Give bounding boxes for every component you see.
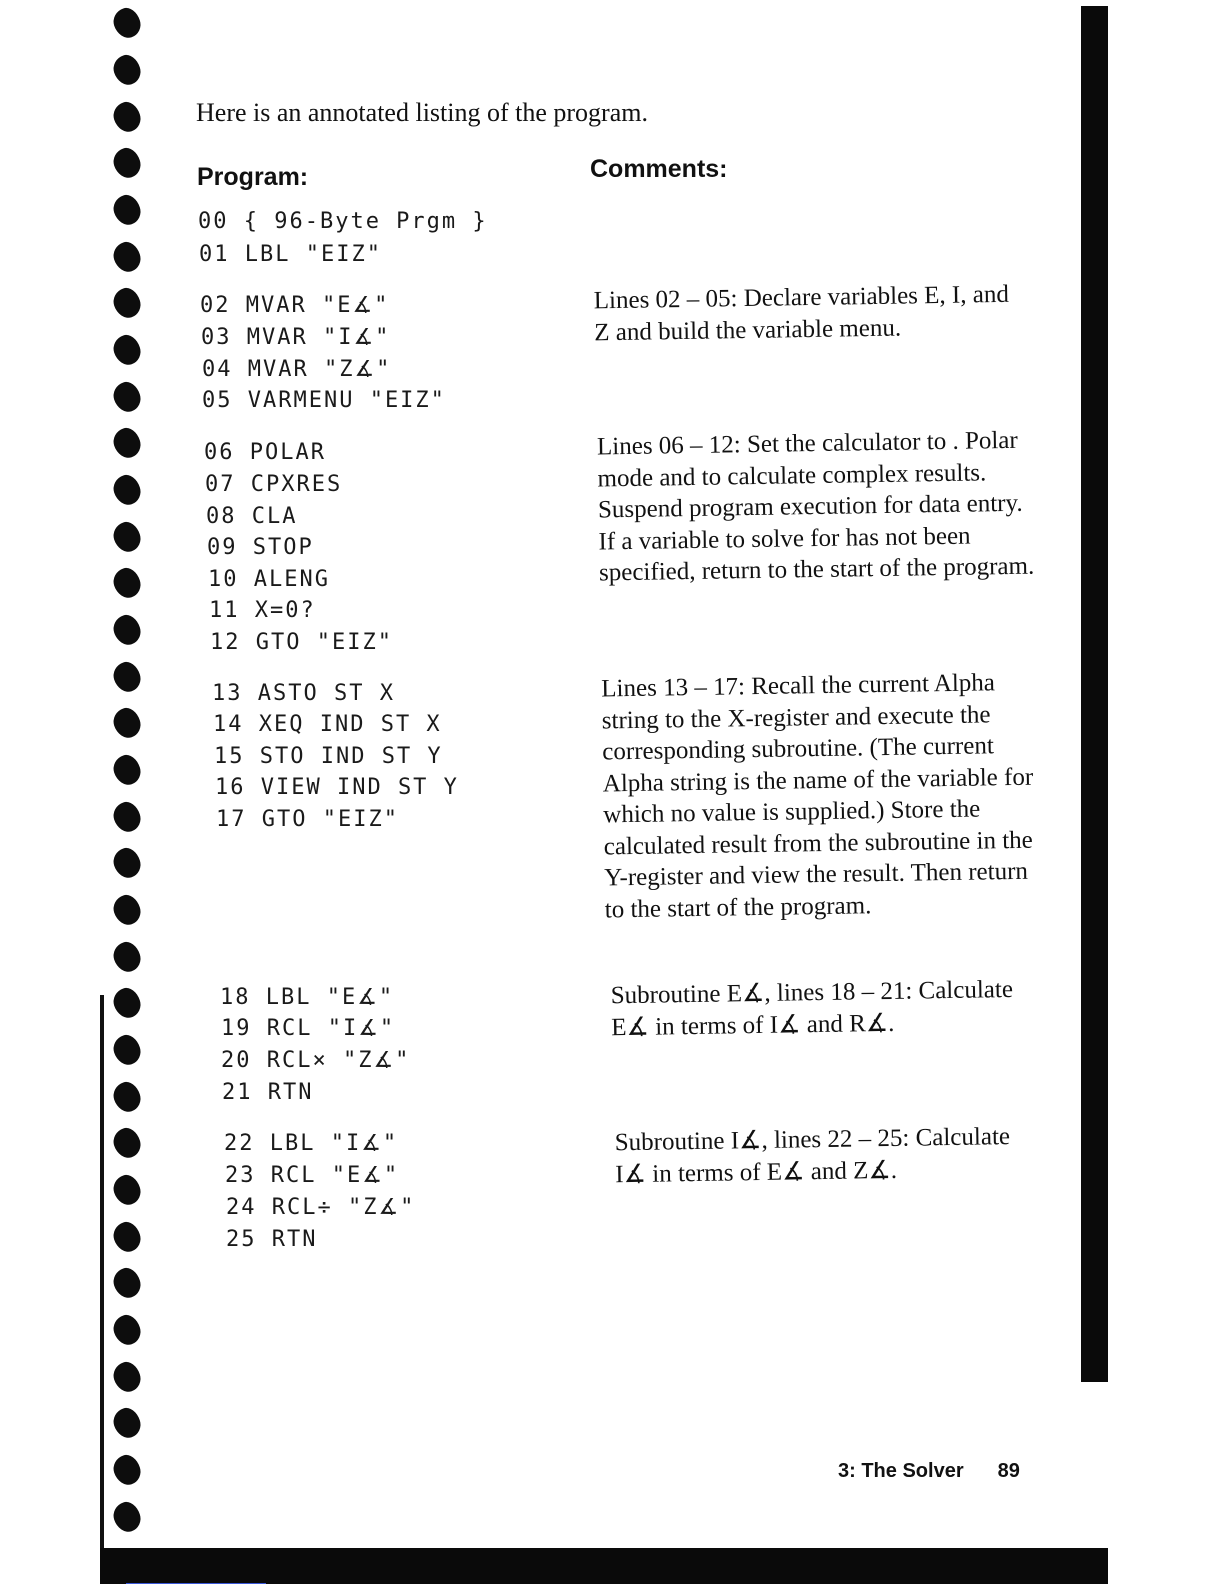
program-line: 03 MVAR "I∡"	[201, 325, 391, 350]
comment-lines-02-05: Lines 02 – 05: Declare variables E, I, and Z and build the variable menu.	[593, 280, 1010, 346]
binding-hole-icon	[110, 845, 144, 882]
comment-subroutine-e: Subroutine E∡, lines 18 – 21: Calculate E∡ in terms of I∡ and R∡.	[610, 975, 1014, 1041]
program-line: 23 RCL "E∡"	[225, 1163, 400, 1188]
program-line: 17 GTO "EIZ"	[216, 807, 399, 832]
binding-hole-icon	[110, 285, 144, 322]
program-line: 10 ALENG	[208, 567, 330, 592]
binding-wire	[100, 995, 104, 1570]
binding-hole-icon	[110, 425, 144, 462]
binding-hole-icon	[110, 1499, 144, 1536]
binding-hole-icon	[110, 1032, 144, 1069]
binding-hole-icon	[110, 1265, 144, 1302]
program-line: 02 MVAR "E∡"	[200, 293, 390, 318]
program-line: 05 VARMENU "EIZ"	[202, 388, 446, 413]
program-line: 07 CPXRES	[205, 472, 343, 497]
program-line: 11 X=0?	[209, 598, 316, 623]
binding-hole-icon	[110, 1312, 144, 1349]
binding-hole-icon	[110, 239, 144, 276]
binding-hole-icon	[110, 192, 144, 229]
program-line: 13 ASTO ST X	[212, 681, 395, 706]
program-line: 00 { 96-Byte Prgm }	[198, 209, 488, 234]
page-footer	[838, 1460, 1020, 1483]
binding-hole-icon	[110, 519, 144, 556]
program-line: 16 VIEW IND ST Y	[215, 775, 459, 800]
program-line: 21 RTN	[222, 1080, 314, 1105]
binding-hole-icon	[110, 1452, 144, 1489]
comment-lines-06-12: Lines 06 – 12: Set the calculator to . Polar mode and to calculate complex results. Suspend program execution for data entry. If a variable to solve for has not been specified, return to the start of the program.	[596, 426, 1035, 587]
binding-hole-icon	[110, 939, 144, 976]
program-line: 04 MVAR "Z∡"	[202, 357, 392, 382]
program-heading: Program:	[197, 163, 309, 191]
comment-lines-13-17: Lines 13 – 17: Recall the current Alpha string to the X-register and execute the corresponding subroutine. (The current Alpha string is the name of the variable for which no value is supplied.) Store the calculated result from the subroutine in the Y-register and view the result. Then return to the start of the program.	[601, 669, 1034, 923]
page-edge-bottom	[100, 1548, 1108, 1584]
binding-hole-icon	[110, 472, 144, 509]
binding-hole-icon	[110, 379, 144, 416]
program-line: 09 STOP	[207, 535, 314, 560]
binding-hole-icon	[110, 705, 144, 742]
binding-hole-icon	[110, 1359, 144, 1396]
comment-subroutine-i: Subroutine I∡, lines 22 – 25: Calculate I∡ in terms of E∡ and Z∡.	[614, 1123, 1011, 1188]
binding-hole-icon	[110, 1405, 144, 1442]
program-line: 19 RCL "I∡"	[221, 1016, 396, 1041]
program-line: 25 RTN	[226, 1227, 318, 1252]
program-line: 18 LBL "E∡"	[220, 985, 395, 1010]
program-line: 22 LBL "I∡"	[224, 1131, 399, 1156]
binding-hole-icon	[110, 1125, 144, 1162]
binding-hole-icon	[110, 612, 144, 649]
program-line: 15 STO IND ST Y	[214, 744, 443, 769]
binding-hole-icon	[110, 799, 144, 836]
binding-hole-icon	[110, 99, 144, 136]
binding-hole-icon	[110, 659, 144, 696]
binding-hole-icon	[110, 1079, 144, 1116]
program-line: 12 GTO "EIZ"	[210, 630, 393, 655]
binding-hole-icon	[110, 752, 144, 789]
page-edge-right	[1081, 6, 1108, 1382]
binding-hole-icon	[110, 892, 144, 929]
page-number: 89	[997, 1460, 1020, 1482]
program-line: 20 RCL× "Z∡"	[221, 1048, 411, 1073]
binding-hole-icon	[110, 52, 144, 89]
program-line: 06 POLAR	[204, 440, 326, 465]
binding-hole-icon	[110, 985, 144, 1022]
binding-hole-icon	[110, 145, 144, 182]
intro-text: Here is an annotated listing of the program.	[196, 98, 648, 127]
binding-hole-icon	[110, 1219, 144, 1256]
program-line: 24 RCL÷ "Z∡"	[226, 1195, 416, 1220]
binding-hole-icon	[110, 5, 144, 42]
binding-hole-icon	[110, 1172, 144, 1209]
binding-hole-icon	[110, 565, 144, 602]
program-line: 14 XEQ IND ST X	[213, 712, 442, 737]
program-line: 01 LBL "EIZ"	[199, 242, 382, 267]
binding-hole-icon	[110, 332, 144, 369]
program-line: 08 CLA	[206, 504, 298, 529]
comments-heading: Comments:	[590, 155, 728, 183]
chapter-title: 3: The Solver	[838, 1460, 964, 1482]
